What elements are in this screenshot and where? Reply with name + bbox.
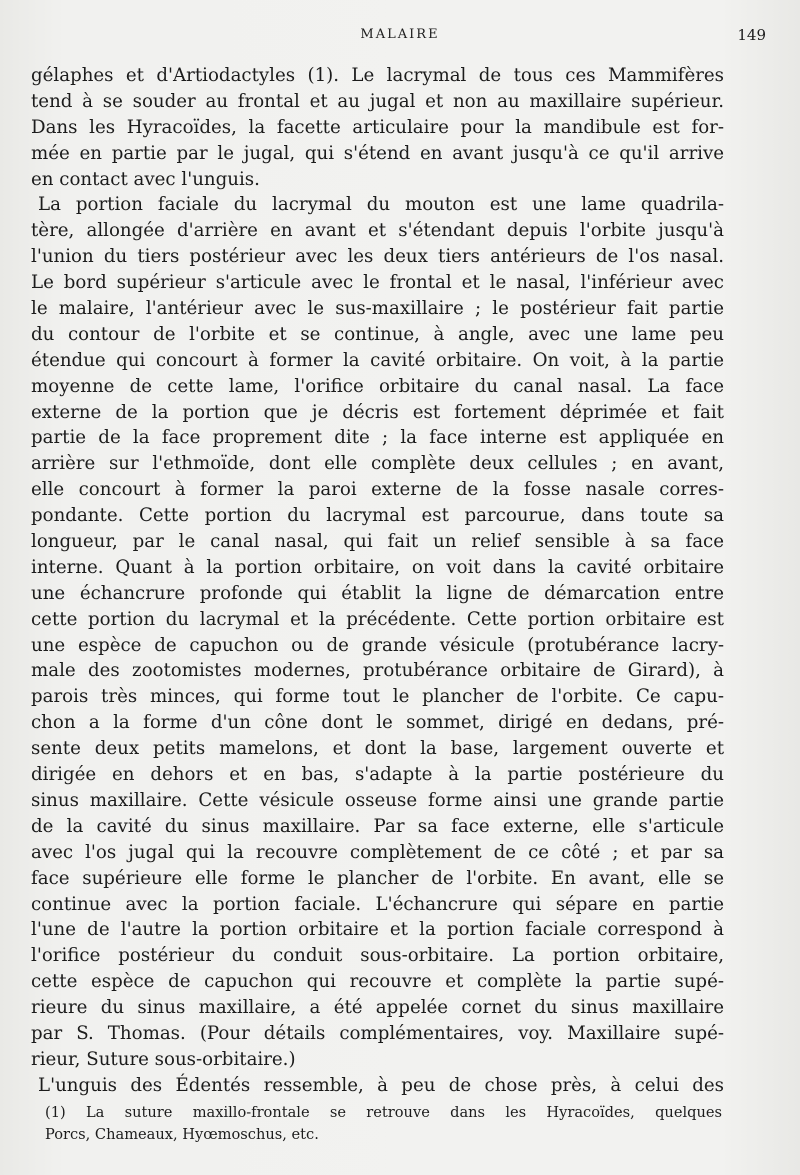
text-line: l'union du tiers postérieur avec les deux tiers antérieurs de l'os nasal. — [31, 246, 724, 268]
text-line: parois très minces, qui forme tout le plancher de l'orbite. Ce capu- — [31, 686, 724, 708]
text-line: Dans les Hyracoïdes, la facette articulaire pour la mandibule est for- — [31, 116, 724, 138]
text-line: dirigée en dehors et en bas, s'adapte à la partie postérieure du — [31, 764, 724, 786]
text-line: le malaire, l'antérieur avec le sus-maxillaire ; le postérieur fait partie — [31, 298, 724, 320]
body-text — [0, 63, 800, 1099]
text-line: en contact avec l'unguis. — [31, 168, 260, 190]
text-line: une espèce de capuchon ou de grande vésicule (protubérance lacry- — [31, 634, 724, 656]
text-line: mée en partie par le jugal, qui s'étend en avant jusqu'à ce qu'il arrive — [31, 142, 724, 164]
paragraph-start-line: La portion faciale du lacrymal du mouton est une lame quadrila- — [38, 194, 724, 216]
text-line: une échancrure profonde qui établit la ligne de démarcation entre — [31, 582, 724, 604]
text-line: interne. Quant à la portion orbitaire, on voit dans la cavité orbitaire — [31, 556, 724, 578]
text-line: l'orifice postérieur du conduit sous-orbitaire. La portion orbitaire, — [31, 945, 724, 967]
text-line: chon a la forme d'un cône dont le sommet, dirigé en dedans, pré- — [31, 712, 724, 734]
text-line: tère, allongée d'arrière en avant et s'étendant depuis l'orbite jusqu'à — [31, 220, 724, 242]
text-line: du contour de l'orbite et se continue, à angle, avec une lame peu — [31, 323, 724, 345]
text-line: cette portion du lacrymal et la précédente. Cette portion orbitaire est — [31, 608, 724, 630]
text-line: tend à se souder au frontal et au jugal et non au maxillaire supérieur. — [31, 90, 724, 112]
page-number: 149 — [737, 26, 766, 44]
text-line: sinus maxillaire. Cette vésicule osseuse forme ainsi une grande partie — [31, 789, 724, 811]
text-line: moyenne de cette lame, l'orifice orbitaire du canal nasal. La face — [31, 375, 724, 397]
text-line: pondante. Cette portion du lacrymal est parcourue, dans toute sa — [31, 505, 724, 527]
text-line: arrière sur l'ethmoïde, dont elle complète deux cellules ; en avant, — [31, 453, 724, 475]
footnote-line: (1) La suture maxillo-frontale se retrouve dans les Hyracoïdes, quelques — [45, 1104, 722, 1121]
text-line: cette espèce de capuchon qui recouvre et complète la partie supé- — [31, 971, 724, 993]
text-line: longueur, par le canal nasal, qui fait un relief sensible à sa face — [31, 531, 724, 553]
text-line: elle concourt à former la paroi externe de la fosse nasale corres- — [31, 479, 724, 501]
text-line: avec l'os jugal qui la recouvre complètement de ce côté ; et par sa — [31, 841, 724, 863]
text-line: par S. Thomas. (Pour détails complémentaires, voy. Maxillaire supé- — [31, 1022, 724, 1044]
text-line: l'une de l'autre la portion orbitaire et la portion faciale correspond à — [31, 919, 724, 941]
text-line: étendue qui concourt à former la cavité orbitaire. On voit, à la partie — [31, 349, 724, 371]
footnotes — [0, 1102, 800, 1146]
text-line: partie de la face proprement dite ; la face interne est appliquée en — [31, 427, 724, 449]
footnote-line: Porcs, Chameaux, Hyœmoschus, etc. — [45, 1126, 319, 1143]
text-line: rieure du sinus maxillaire, a été appelée cornet du sinus maxillaire — [31, 997, 724, 1019]
paragraph-start-line: L'unguis des Édentés ressemble, à peu de chose près, à celui des — [38, 1074, 724, 1096]
text-line: continue avec la portion faciale. L'échancrure qui sépare en partie — [31, 893, 724, 915]
text-line: male des zootomistes modernes, protubérance orbitaire de Girard), à — [31, 660, 724, 682]
text-line: de la cavité du sinus maxillaire. Par sa face externe, elle s'articule — [31, 815, 724, 837]
text-line: sente deux petits mamelons, et dont la base, largement ouverte et — [31, 738, 724, 760]
text-line: face supérieure elle forme le plancher de l'orbite. En avant, elle se — [31, 867, 724, 889]
running-header — [0, 24, 800, 46]
running-title: MALAIRE — [360, 27, 440, 42]
text-line: Le bord supérieur s'articule avec le frontal et le nasal, l'inférieur avec — [31, 272, 724, 294]
text-line: externe de la portion que je décris est fortement déprimée et fait — [31, 401, 724, 423]
text-line: rieur, Suture sous-orbitaire.) — [31, 1048, 296, 1070]
text-line: gélaphes et d'Artiodactyles (1). Le lacrymal de tous ces Mammifères — [31, 65, 724, 86]
